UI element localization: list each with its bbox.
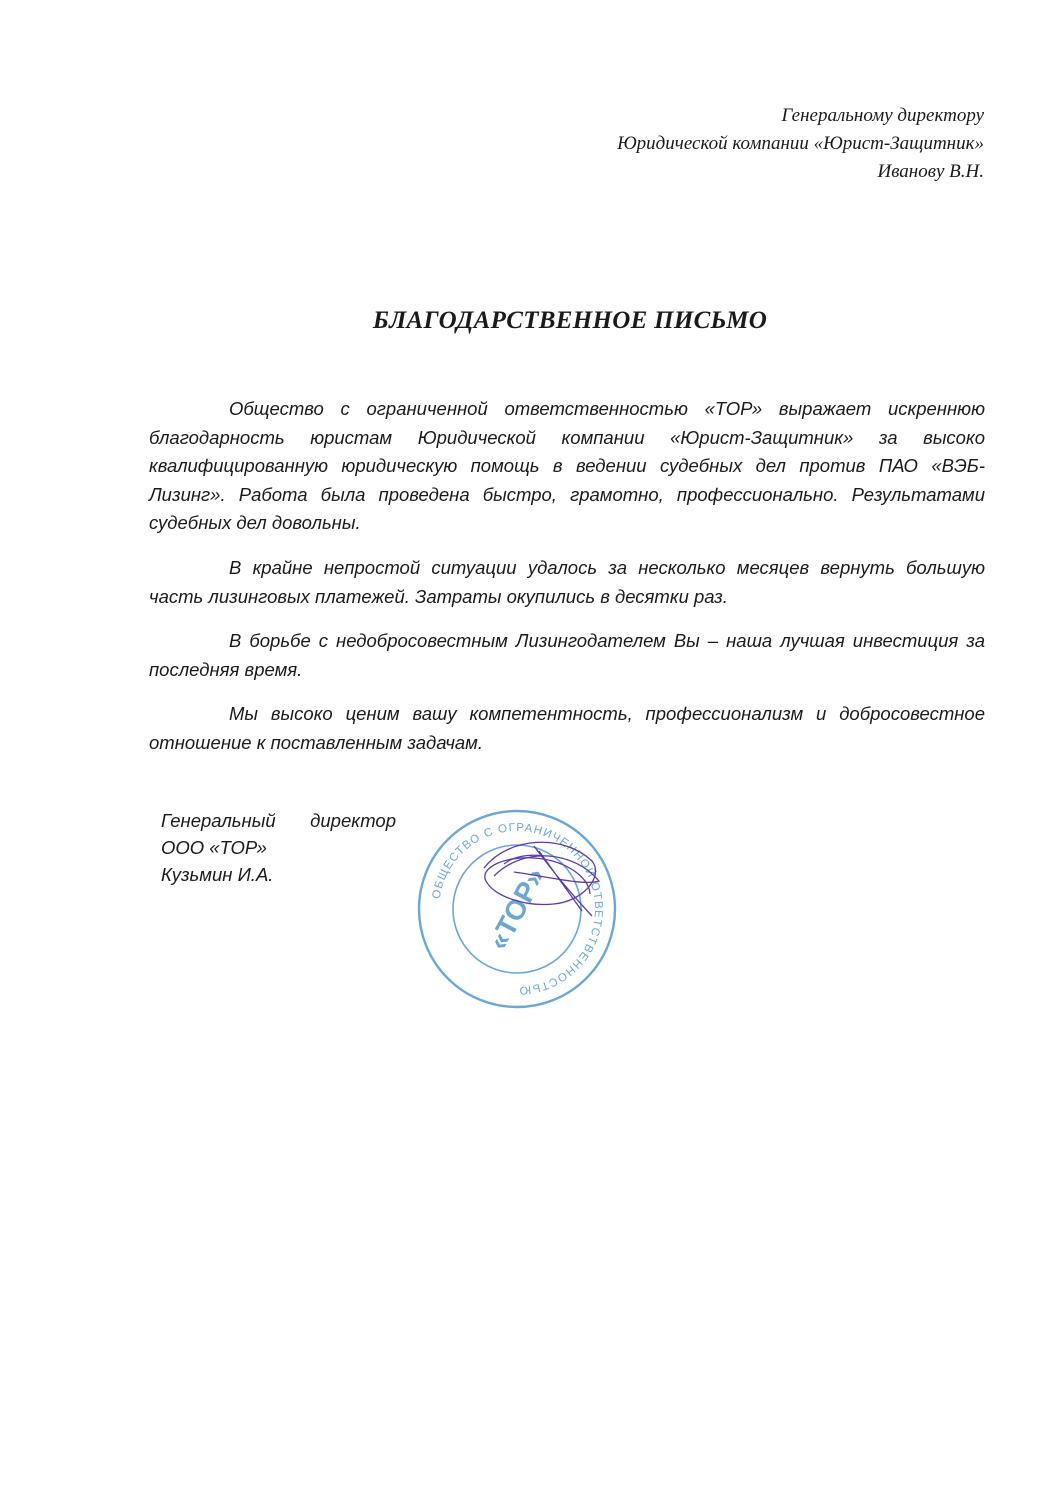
signatory-company: ООО «ТОР» — [161, 837, 267, 858]
signature-block — [161, 807, 396, 888]
body-paragraph: В борьбе с недобросовестным Лизингодателем Вы – наша лучшая инвестиция за последняя время. — [149, 630, 985, 680]
seal-ring-textpath: ОБЩЕСТВО С ОГРАНИЧЕННОЙ ОТВЕТСТВЕННОСТЬЮ — [430, 821, 605, 997]
letter-body — [149, 395, 985, 774]
addressee-position: Генеральному директору — [781, 105, 984, 126]
company-seal — [414, 806, 620, 1012]
body-paragraph: Мы высоко ценим вашу компетентность, профессионализм и добросовестное отношение к поставленным задачам. — [149, 703, 985, 753]
seal-center-text: «ТОР» — [482, 862, 551, 955]
signatory-position-word: Генеральный — [161, 810, 276, 831]
letter-title: БЛАГОДАРСТВЕННОЕ ПИСЬМО — [372, 307, 768, 334]
signatory-position — [161, 807, 396, 834]
signatory-position-word: директор — [310, 810, 396, 831]
addressee-name: Иванову В.Н. — [877, 161, 984, 182]
addressee-company: Юридической компании «Юрист-Защитник» — [617, 133, 984, 154]
body-paragraph: В крайне непростой ситуации удалось за несколько месяцев вернуть большую часть лизинговых платежей. Затраты окупились в десятки раз. — [149, 556, 985, 607]
signatory-name: Кузьмин И.А. — [161, 864, 274, 885]
addressee-block — [617, 102, 984, 186]
body-paragraph: Общество с ограниченной ответственностью «ТОР» выражает искреннюю благодарность юристам Юридической компании «Юрист-Защитник» за высоко квалифицированную юридическую помощь в ведении судебных дел против ПАО «ВЭБ-Лизинг». Работа была проведена быстро, грамотно, профессионально. Результатами судебных дел довольны. — [149, 398, 985, 534]
